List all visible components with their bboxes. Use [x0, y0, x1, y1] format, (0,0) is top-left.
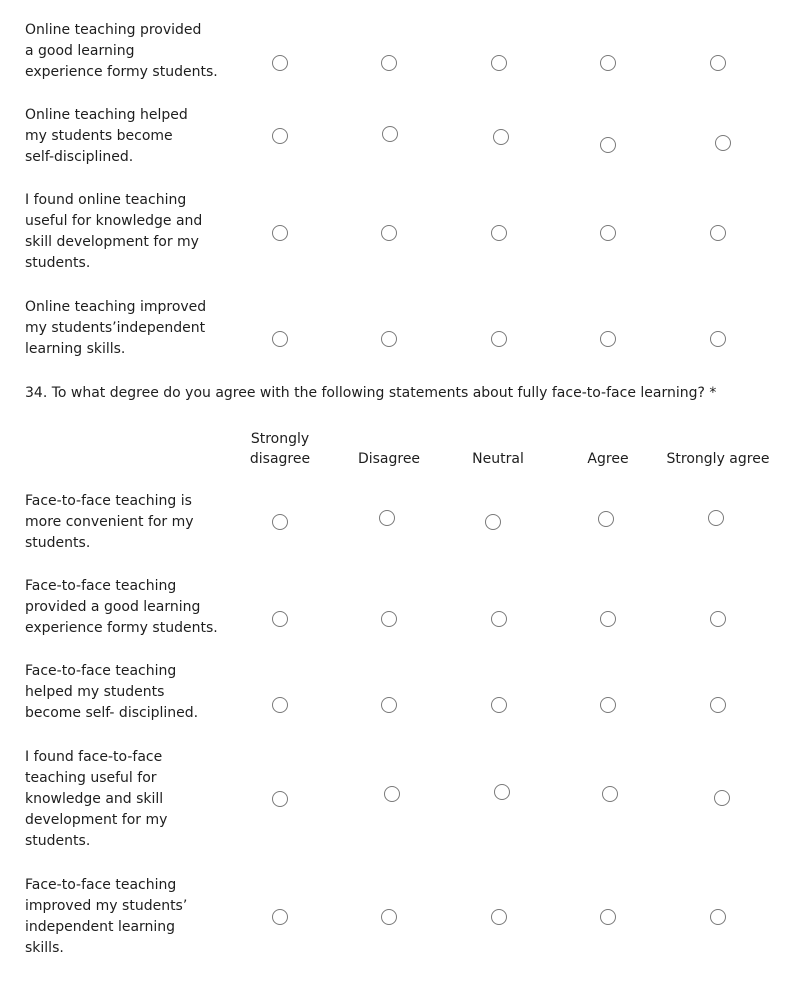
f2f-statement-3: Face-to-face teaching helped my students become self- disciplined.: [25, 663, 199, 721]
online-row-2-agree-radio[interactable]: [600, 137, 616, 153]
online-row-4-strongly-disagree-radio[interactable]: [272, 331, 288, 347]
online-statement-2: Online teaching helped my students become self-disciplined.: [25, 107, 188, 165]
f2f-row-2-neutral-radio[interactable]: [491, 611, 507, 627]
online-statement-3: I found online teaching useful for knowledge and skill development for my students.: [25, 192, 203, 271]
f2f-row-3-strongly-disagree-radio[interactable]: [272, 697, 288, 713]
online-row-4-agree-radio[interactable]: [600, 331, 616, 347]
f2f-row-2-strongly-agree-radio[interactable]: [710, 611, 726, 627]
online-row-1-agree-radio[interactable]: [600, 55, 616, 71]
online-row-2-neutral-radio[interactable]: [493, 129, 509, 145]
f2f-row-1-strongly-agree-radio[interactable]: [708, 510, 724, 526]
online-row-4-strongly-agree-radio[interactable]: [710, 331, 726, 347]
f2f-row-3-disagree-radio[interactable]: [381, 697, 397, 713]
online-row-3-disagree-radio[interactable]: [381, 225, 397, 241]
online-row-4-neutral-radio[interactable]: [491, 331, 507, 347]
f2f-row-1-neutral-radio[interactable]: [485, 514, 501, 530]
f2f-row-5-strongly-disagree-radio[interactable]: [272, 909, 288, 925]
online-row-1-disagree-radio[interactable]: [381, 55, 397, 71]
online-statement-4: Online teaching improved my students’independent learning skills.: [25, 299, 207, 357]
online-statement-1: Online teaching provided a good learning experience formy students.: [25, 22, 218, 80]
f2f-row-3-neutral-radio[interactable]: [491, 697, 507, 713]
f2f-row-4-strongly-disagree-radio[interactable]: [272, 791, 288, 807]
f2f-row-4-disagree-radio[interactable]: [384, 786, 400, 802]
f2f-row-1-disagree-radio[interactable]: [379, 510, 395, 526]
f2f-row-4-strongly-agree-radio[interactable]: [714, 790, 730, 806]
f2f-row-3-agree-radio[interactable]: [600, 697, 616, 713]
online-row-3-neutral-radio[interactable]: [491, 225, 507, 241]
online-row-4-disagree-radio[interactable]: [381, 331, 397, 347]
online-row-2-strongly-disagree-radio[interactable]: [272, 128, 288, 144]
online-row-3-strongly-disagree-radio[interactable]: [272, 225, 288, 241]
f2f-row-2-disagree-radio[interactable]: [381, 611, 397, 627]
f2f-statement-4: I found face-to-face teaching useful for knowledge and skill development for my students.: [25, 749, 168, 849]
f2f-row-1-agree-radio[interactable]: [598, 511, 614, 527]
f2f-statement-2: Face-to-face teaching provided a good learning experience formy students.: [25, 578, 218, 636]
f2f-row-4-agree-radio[interactable]: [602, 786, 618, 802]
f2f-row-2-agree-radio[interactable]: [600, 611, 616, 627]
f2f-row-1-strongly-disagree-radio[interactable]: [272, 514, 288, 530]
online-row-1-neutral-radio[interactable]: [491, 55, 507, 71]
f2f-row-4-neutral-radio[interactable]: [494, 784, 510, 800]
col-head-agree: Agree: [587, 451, 629, 467]
online-row-3-strongly-agree-radio[interactable]: [710, 225, 726, 241]
col-head-neutral: Neutral: [472, 451, 524, 467]
f2f-row-5-agree-radio[interactable]: [600, 909, 616, 925]
f2f-statement-5: Face-to-face teaching improved my students’ independent learning skills.: [25, 877, 188, 956]
f2f-row-3-strongly-agree-radio[interactable]: [710, 697, 726, 713]
f2f-row-2-strongly-disagree-radio[interactable]: [272, 611, 288, 627]
f2f-row-5-strongly-agree-radio[interactable]: [710, 909, 726, 925]
online-row-2-strongly-agree-radio[interactable]: [715, 135, 731, 151]
online-row-1-strongly-disagree-radio[interactable]: [272, 55, 288, 71]
col-head-disagree: Disagree: [357, 451, 421, 467]
f2f-statement-1: Face-to-face teaching is more convenient for my students.: [25, 493, 194, 551]
online-row-3-agree-radio[interactable]: [600, 225, 616, 241]
col-head-strongly-disagree: Strongly disagree: [249, 431, 311, 467]
online-row-1-strongly-agree-radio[interactable]: [710, 55, 726, 71]
f2f-row-5-disagree-radio[interactable]: [381, 909, 397, 925]
question-34-title: 34. To what degree do you agree with the following statements about fully face-to-face learning? *: [25, 385, 717, 401]
col-head-strongly-agree: Strongly agree: [666, 451, 770, 467]
online-row-2-disagree-radio[interactable]: [382, 126, 398, 142]
f2f-row-5-neutral-radio[interactable]: [491, 909, 507, 925]
